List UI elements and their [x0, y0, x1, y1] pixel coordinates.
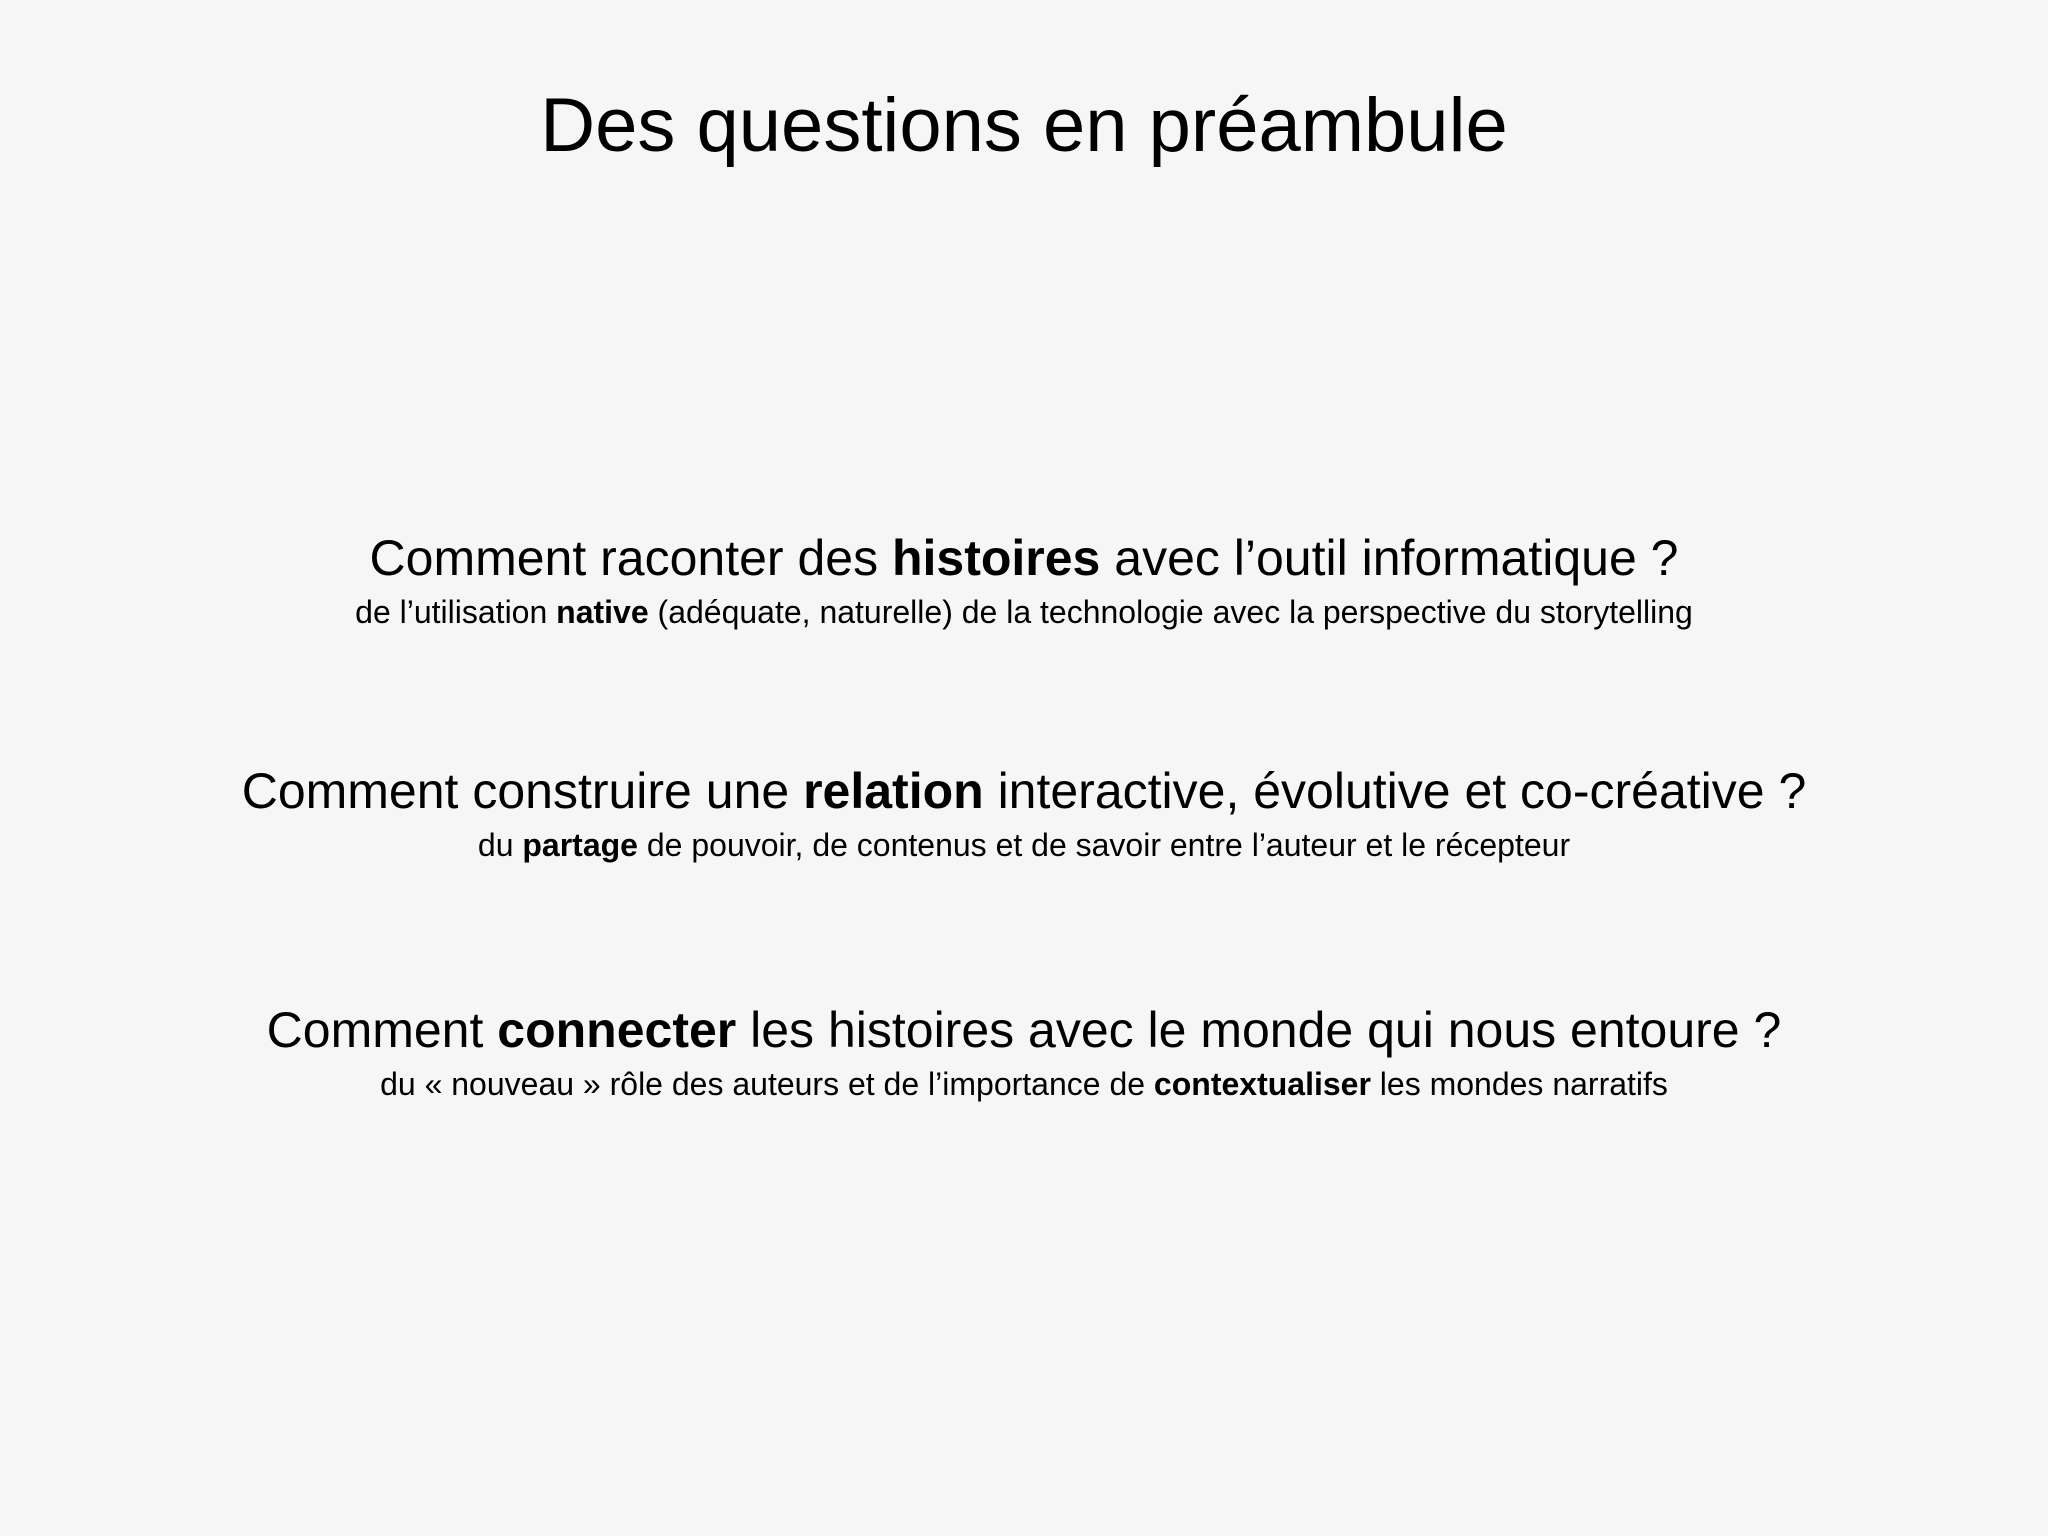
subtitle-text: (adéquate, naturelle) de la technologie avec la perspective du storytelling — [648, 594, 1693, 630]
question-heading — [0, 526, 2048, 590]
question-text: les histoires avec le monde qui nous entoure ? — [736, 1002, 1782, 1058]
question-block-histoires — [0, 526, 2048, 634]
question-keyword: connecter — [497, 1002, 737, 1058]
question-text: interactive, évolutive et co-créative ? — [983, 763, 1807, 819]
question-subtitle — [0, 590, 2048, 634]
subtitle-text: de l’utilisation — [355, 594, 557, 630]
question-block-relation — [0, 759, 2048, 867]
question-keyword: relation — [803, 763, 984, 819]
subtitle-keyword: contextualiser — [1153, 1066, 1371, 1102]
question-heading — [0, 759, 2048, 823]
question-keyword: histoires — [891, 530, 1101, 586]
question-text: Comment raconter des — [369, 530, 892, 586]
subtitle-text: de pouvoir, de contenus et de savoir entre l’auteur et le récepteur — [637, 827, 1571, 863]
question-text: avec l’outil informatique ? — [1100, 530, 1679, 586]
subtitle-keyword: native — [556, 594, 649, 630]
slide-title: Des questions en préambule — [540, 83, 1508, 168]
question-block-connecter — [0, 998, 2048, 1106]
question-subtitle — [0, 1062, 2048, 1106]
subtitle-text: les mondes narratifs — [1370, 1066, 1668, 1102]
subtitle-keyword: partage — [522, 827, 638, 863]
subtitle-text: du — [477, 827, 523, 863]
subtitle-text: du « nouveau » rôle des auteurs et de l’importance de — [380, 1066, 1154, 1102]
question-text: Comment — [266, 1002, 498, 1058]
question-heading — [0, 998, 2048, 1062]
question-subtitle — [0, 823, 2048, 867]
question-text: Comment construire une — [241, 763, 804, 819]
